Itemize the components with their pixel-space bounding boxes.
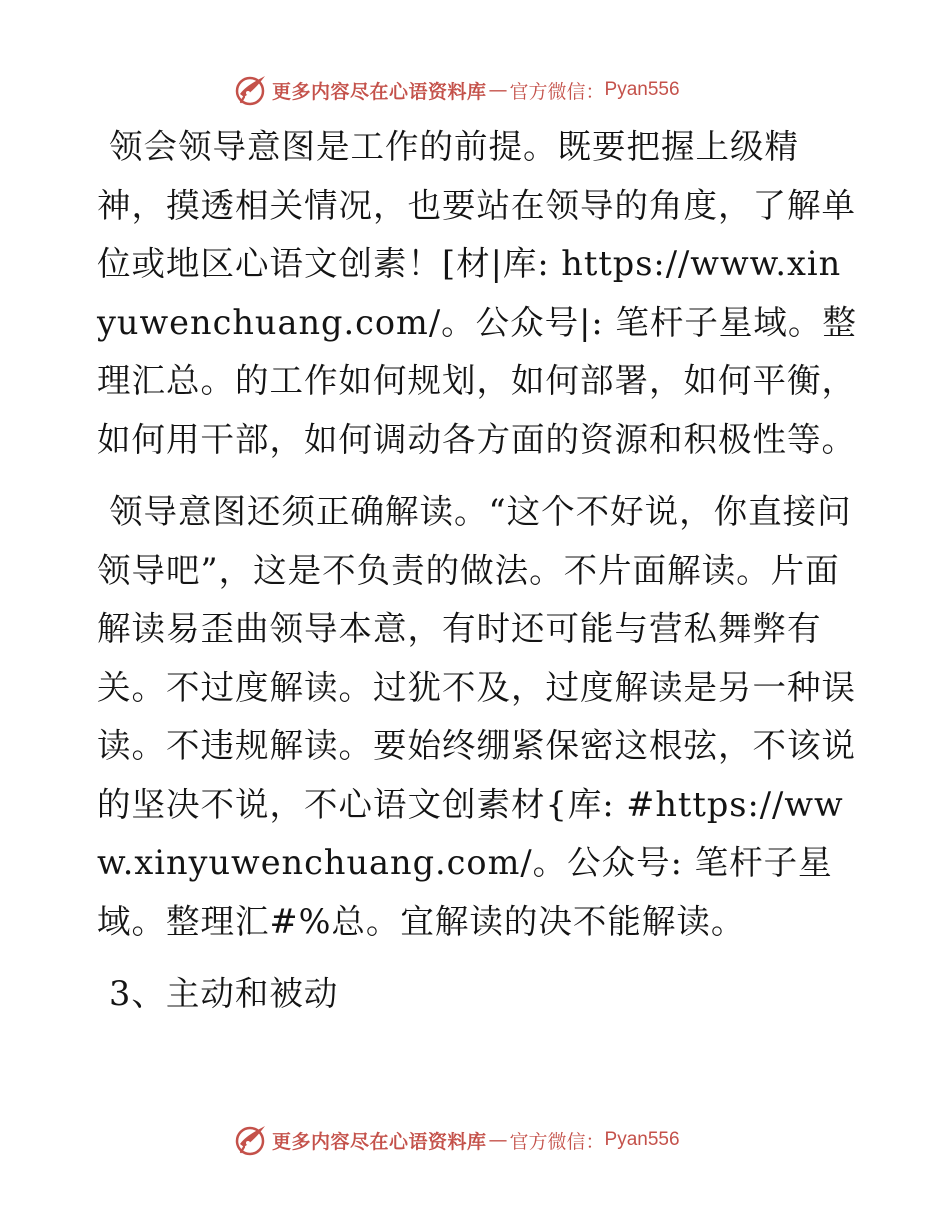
banner-title: 更多内容尽在心语资料库	[272, 80, 487, 103]
banner-title: 更多内容尽在心语资料库	[272, 1130, 487, 1153]
banner-contact-label: 官方微信：	[509, 1130, 605, 1153]
banner-separator: —	[488, 79, 508, 101]
section-heading: 3、主动和被动	[109, 974, 339, 1013]
quill-seal-icon	[232, 1122, 268, 1158]
banner-contact-label: 官方微信：	[509, 80, 605, 103]
banner-separator: —	[488, 1129, 508, 1151]
header-banner	[232, 70, 680, 110]
quill-seal-icon	[232, 72, 268, 108]
paragraph: 领会领导意图是工作的前提。既要把握上级精神，摸透相关情况，也要站在领导的角度，了解单位或地区心语文创素！[材|库: https://www.xinyuwenchuang.com/。公众号|: 笔杆子星域。整理汇总。的工作如何规划，如何部署，如何平衡，如何用干部，如何调动各方面的资源和积极性等。	[97, 127, 857, 459]
banner-contact-handle: Pyan556	[604, 1129, 680, 1150]
footer-banner	[232, 1120, 680, 1160]
paragraph: 领导意图还须正确解读。“这个不好说，你直接问领导吧”，这是不负责的做法。不片面解读。片面解读易歪曲领导本意，有时还可能与营私舞弊有关。不过度解读。过犹不及，过度解读是另一种误读。不违规解读。要始终绷紧保密这根弦，不该说的坚决不说，不心语文创素材{库: #https://www.xinyuwenchuang.com/。公众号: 笔杆子星域。整理汇#%总。宜解读的决不能解读。	[97, 492, 856, 941]
document-body	[97, 118, 857, 1024]
banner-contact-handle: Pyan556	[604, 79, 680, 100]
